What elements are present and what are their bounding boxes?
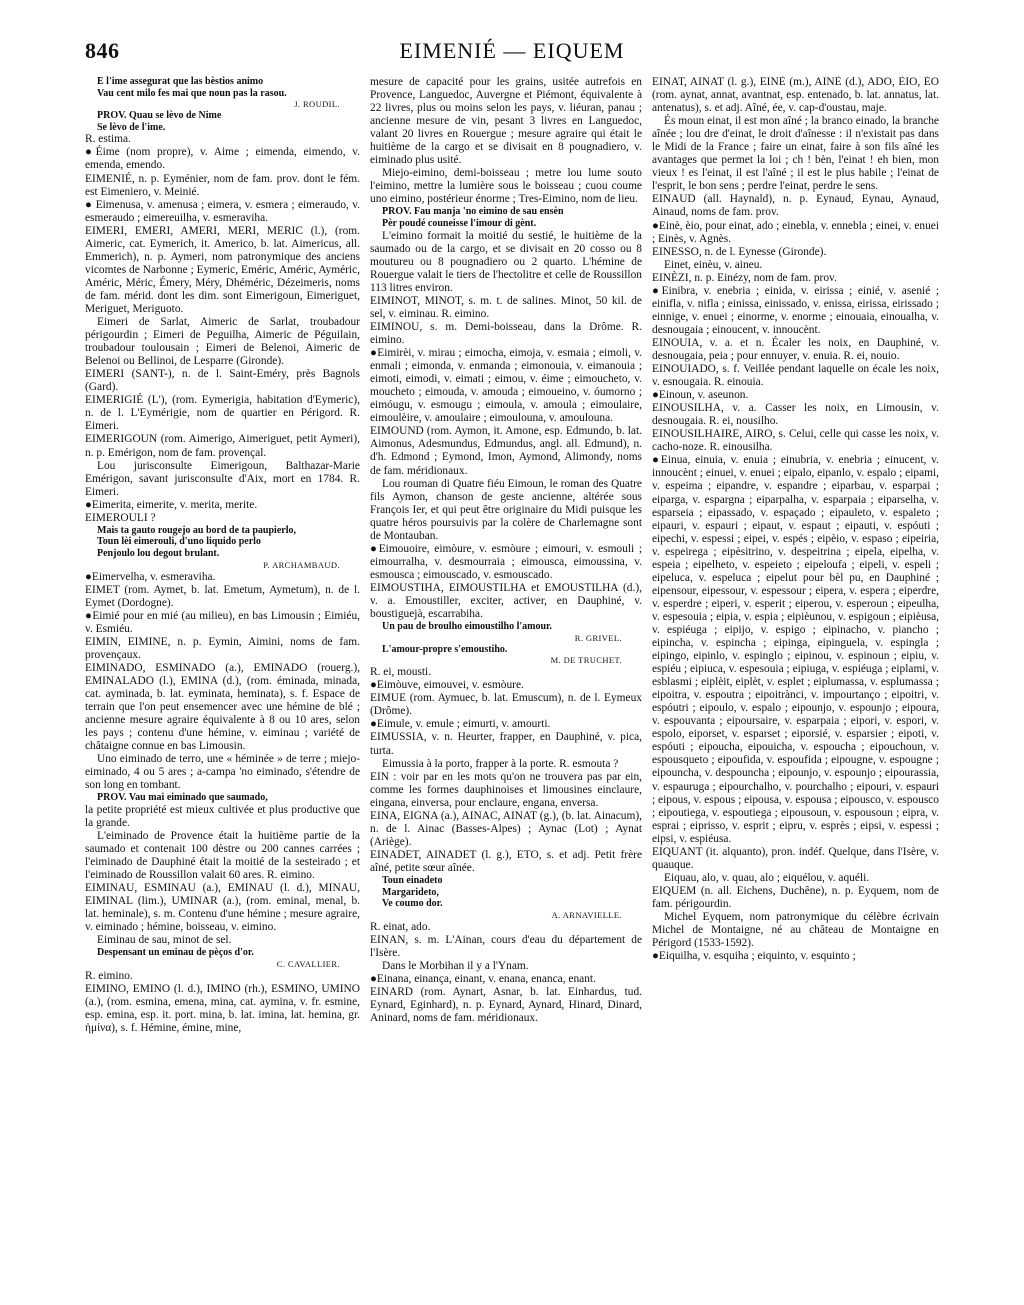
quotation-attribution: P. ARCHAMBAUD. bbox=[263, 559, 340, 570]
dictionary-entry: EIMINO, EMINO (l. d.), IMINO (rh.), ESMINO, UMINO (a.), (rom. esmina, emena, mina, cat. aymina, v. fr. esmine, esp. emina, esp. it. port. mina, b. lat. imina, lat. hemina, gr. ἡμίνα), s. f. Hémine, émine, mine, bbox=[85, 983, 360, 1035]
dictionary-entry: EINARD (rom. Aynart, Asnar, b. lat. Einhardus, tud. Eynard, Eginhard), n. p. Eynard, Aynard, Hinard, Dinard, Aninard, noms de fam. méridionaux. bbox=[370, 986, 642, 1025]
dictionary-entry: Dans le Morbihan il y a l'Ynam. bbox=[382, 959, 529, 972]
dictionary-entry: EIMINOT, MINOT, s. m. t. de salines. Minot, 50 kil. de sel, v. eiminau. R. eimino. bbox=[370, 294, 642, 320]
dictionary-entry: EINOUSILHAIRE, AIRO, s. Celui, celle qui casse les noix, v. cacho-noze. R. einousilha. bbox=[652, 428, 939, 454]
dictionary-entry: Michel Eyquem, nom patronymique du célèbre écrivain Michel de Montaigne, né au château de Montaigne en Périgord (1533-1592). bbox=[652, 911, 939, 950]
page-number: 846 bbox=[85, 38, 120, 63]
quotation-attribution: R. GRIVEL. bbox=[574, 632, 622, 643]
dictionary-entry: EINÈZI, n. p. Einézy, nom de fam. prov. bbox=[652, 271, 837, 284]
dictionary-entry: ●Einè, èio, pour einat, ado ; einebla, v. ennebla ; einei, v. enuei ; Einès, v. Agnès. bbox=[652, 219, 939, 245]
running-head: EIMENIÉ — EIQUEM bbox=[399, 38, 625, 63]
dictionary-entry: Uno eiminado de terro, une « héminée » de terre ; miejo-eiminado, 4 ou 5 ares ; a-campa 'no eiminado, s'étendre de son long en tombant. bbox=[85, 753, 360, 792]
dictionary-entry: R. einat, ado. bbox=[370, 920, 431, 933]
dictionary-entry: ●Eiquilha, v. esquiha ; eiquinto, v. esquinto ; bbox=[652, 950, 856, 963]
quotation-line: Mais ta gauto rougejo au bord de ta paupierlo, bbox=[97, 524, 296, 536]
dictionary-entry: EINOUIADO, s. f. Veillée pendant laquelle on écale les noix, v. esnougaia. R. einouia. bbox=[652, 363, 939, 389]
dictionary-entry: És moun einat, il est mon aîné ; la branco einado, la branche aînée ; lou dre d'einat, le droit d'aînesse : il n'existait pas dans le Midi de la France ; faire un einat, faire à son fils aîné les avantages que permet la loi ; ch ! bèn, l'einat ! eh bien, mon vieux ! es l'einat, il est l'aîné ; il est le plus habile ; l'einat de l'esprit, le bon sens ; perdre l'einat, perdre le sens. bbox=[652, 115, 939, 193]
dictionary-entry: Lou rouman di Quatre fiéu Eimoun, le roman des Quatre fils Aymon, chanson de geste ancienne, altérée sous François Ier, et qui peut être originaire du Midi puisque les quatre héros poursuivis par la colère de Charlemagne sont de Montauban. bbox=[370, 477, 642, 542]
quotation-line: Margarideto, bbox=[382, 886, 439, 898]
dictionary-entry: Lou jurisconsulte Eimerigoun, Balthazar-Marie Emérigon, savant jurisconsulte d'Aix, mort en 1784. R. Eimeri. bbox=[85, 459, 360, 498]
quotation-line: Vau cent milo fes mai que noun pas la rasou. bbox=[97, 87, 287, 99]
quotation-attribution: A. ARNAVIELLE. bbox=[551, 909, 622, 920]
dictionary-entry: ●Eimouoire, eimòure, v. esmòure ; eimouri, v. esmouli ; eimourralha, v. desmourraia ; eimousca, eimoussina, v. esmousca ; eimouscado, v. esmouscado. bbox=[370, 542, 642, 581]
quotation-attribution: C. CAVALLIER. bbox=[276, 959, 340, 970]
dictionary-entry: EINOUSILHA, v. a. Casser les noix, en Limousin, v. desnougaia. R. ei, nousilho. bbox=[652, 402, 939, 428]
quotation-attribution: J. ROUDIL. bbox=[294, 99, 340, 110]
quotation-line: Ve coumo dor. bbox=[382, 898, 443, 910]
dictionary-entry: Eiminau de sau, minot de sel. bbox=[97, 934, 232, 947]
dictionary-entry: ●Eimerita, eimerite, v. merita, merite. bbox=[85, 498, 258, 511]
dictionary-entry: EIMOUSTIHA, EIMOUSTILHA et EMOUSTILHA (d.), v. a. Emoustiller, exciter, activer, en Dauphiné, v. boustiguejà, escarrabiha. bbox=[370, 581, 642, 621]
dictionary-entry: EINAT, AINAT (l. g.), EINÈ (m.), AINÈ (d.), ADO, ÈIO, ÈO (rom. aynat, annat, avantnat, esp. entenado, b. lat. annatus, lat. antenatus), s. et adj. Aîné, ée, v. cap-d'oustau, maje. bbox=[652, 76, 939, 115]
dictionary-entry: EIMERI (SANT-), n. de l. Saint-Eméry, près Bagnols (Gard). bbox=[85, 368, 360, 394]
dictionary-entry: EINAUD (all. Haynald), n. p. Eynaud, Eynau, Aynaud, Ainaud, noms de fam. prov. bbox=[652, 193, 939, 219]
quotation-line: Pèr poudé couneisse l'imour di gènt. bbox=[382, 218, 537, 230]
dictionary-entry: ●Eimié pour en mié (au milieu), en bas Limousin ; Eimiéu, v. Esmiéu. bbox=[85, 609, 360, 635]
dictionary-entry: mesure de capacité pour les grains, usitée autrefois en Provence, Languedoc, Auvergne et Piémont, équivalente à 22 livres, plus ou moins selon les pays, v. liéuran, panau ; ancienne mesure de vin, pesant 3 livres en Languedoc, valant 20 livres en Rouergue ; mesure agraire qui était le huitième de la cargo et se divisait en 8 pougnadiero, v. eiminado plus usité. bbox=[370, 76, 642, 167]
dictionary-entry: Eimussia à la porto, frapper à la porte. R. esmouta ? bbox=[382, 757, 619, 770]
quotation-line: PROV. Fau manja 'no eimino de sau ensèn bbox=[382, 206, 564, 218]
dictionary-entry: EIMIN, EIMINE, n. p. Eymin, Aimini, noms de fam. provençaux. bbox=[85, 635, 360, 661]
dictionary-entry: ●Eimòuve, eimouvei, v. esmòure. bbox=[370, 679, 524, 692]
dictionary-entry: ●Einua, einuia, v. enuia ; einubria, v. enebria ; einucent, v. innoucènt ; einuei, v. enuei ; eipalo, eipanlo, v. espalo ; eipami, v. espeima ; eipandre, v. espandre ; eiparbau, v. esparpai ; eiparga, v. espargna ; eiparpalha, v. esparpaia ; eiparselha, v. esparseia ; eipassado, v. espaçado ; eipauleto, v. espaleto ; eipauri, v. espauri ; eipaut, v. espaut ; eipauti, v. espóuti ; eipechi, v. espessi ; eipei, v. espés ; eipèio, v. espaso ; eipeiria, v. espeirega ; eipèsitrino, v. despeitrina ; eipela, eipelha, v. espeia ; eipelheto, v. espeieto ; eipeloufa ; eipeli, v. espeli ; eipeluca, v. espeluca ; eipelut pour bèl pu, en Dauphiné ; eipensour, eipessour, v. espessour ; eipera, v. espera ; eiperdre, v. esperdre ; eiperi, v. esperit ; eiperou, v. esperoun ; eipeulha, v. espesouia ; eipia, v. espia ; eipièunou, v. espigoun ; eipièusa, v. espiéuga ; eipijo, v. espigo ; eipinacho, v. piancho ; eipincha, v. espincha ; eipinga, eipinguela, v. espingla ; eipingo, eipinlo, v. espinglo ; eipinou, v. espinoun ; eipiu, v. espiéu ; eipiuca, v. espesouia ; eipiuga, v. espiéuga ; eiplami, v. esblasmi ; eiplèit, eiplèt, v. esplet ; eiplumassa, v. esplumassa ; eipoitra, v. espoutra ; eipoitrànci, v. impourtanço ; eipoitri, v. espóutri ; eipoulo, v. espalo ; eipounjo, v. espounjo ; eipoura, v. espouvanta ; eipoursaire, v. esparpaia ; eipori, v. espori, v. espolo, eiporset, v. esparset ; eiporsié, v. esparsier ; eipoti, v. espóuti ; eipoucha, eipouicha, v. espoucha ; eipouchoun, v. espousqueto ; eipoufida, v. espoufida ; eipougne, v. espougne ; eipouncha, v. despouncha ; eipounjo, v. espounjo ; eipourassia, v. espauruga ; eipourchalho, v. pourchalho ; eipouri, v. espauri ; eipous, v. espous ; eipousa, v. espousa ; eipousco, v. espousco ; eipoutiega, v. espoutiega ; eipousoun, v. espousoun ; eipra, v. esprai ; eiprisso, v. esprit ; eipru, v. esprès ; eipsi, v. espessi ; eipsi, v. espiéusa. bbox=[652, 454, 939, 845]
dictionary-entry: la petite propriété est mieux cultivée et plus productive que la grande. bbox=[85, 803, 360, 829]
dictionary-entry: ●Éime (nom propre), v. Aime ; eimenda, eimendo, v. emenda, emendo. bbox=[85, 146, 360, 172]
dictionary-entry: ●Einoun, v. aseunon. bbox=[652, 389, 749, 402]
dictionary-entry: EIMENIÉ, n. p. Eyménier, nom de fam. prov. dont le fém. est Eimeniero, v. Meinié. bbox=[85, 172, 360, 198]
dictionary-entry: EINOUIA, v. a. et n. Écaler les noix, en Dauphiné, v. desnougaia, peia ; pour ennuyer, v. enuia. R. ei, nouio. bbox=[652, 336, 939, 362]
quotation-line: Se lèvo de l'ime. bbox=[97, 121, 166, 133]
dictionary-entry: EIQUANT (it. alquanto), pron. indéf. Quelque, dans l'Isère, v. quauque. bbox=[652, 845, 939, 871]
dictionary-entry: L'eimino formait la moitié du sestié, le huitième de la saumado ou de la cargo, et se divisait en 20 cosso ou 8 moutureu ou 8 pougnadiero ou 2 quarto. L'hémine de Rouergue valait le tiers de l'hectolitre et celle de Roussillon 113 litres environ. bbox=[370, 229, 642, 294]
dictionary-entry: EIMEROULI ? bbox=[85, 511, 156, 524]
dictionary-entry: EIN : voir par en les mots qu'on ne trouvera pas par ein, comme les formes dauphinoises et limousines einclaure, eingana, einversa, pour enclaure, engana, enversa. bbox=[370, 770, 642, 809]
column-1 bbox=[85, 76, 360, 1298]
dictionary-entry: ●Eimule, v. emule ; eimurti, v. amourti. bbox=[370, 718, 551, 731]
dictionary-entry: L'eiminado de Provence était la huitième partie de la saumado et contenait 100 dèstre ou 200 cannes carrées ; l'eiminado de Dauphiné était la moitié de la sesteirado ; et l'eiminado de Roussillon valait 60 ares. R. eimino. bbox=[85, 830, 360, 882]
dictionary-entry: EIMERIGOUN (rom. Aimerigo, Aimeriguet, petit Aymeri), n. p. Emérigon, nom de fam. provençal. bbox=[85, 433, 360, 459]
dictionary-entry: R. eimino. bbox=[85, 970, 133, 983]
dictionary-entry: Einet, einèu, v. aineu. bbox=[664, 258, 763, 271]
dictionary-entry: EIMERI, EMERI, AMERI, MERI, MERIC (l.), (rom. Aimeric, cat. Eymerich, it. Americo, b. lat. Aimericus, all. Emmerich), n. p. Aymeri, nom patronymique des anciens vicomtes de Narbonne ; Eymeric, Eméric, Améric, Ayméric, Améric, Méric, Émery, Méry, Dhéméric, Dézeimeris, noms de fam. mérid. dont les dim. sont Eimerigoun, Eimeriguet, Meriguet, Meriguoto. bbox=[85, 224, 360, 315]
dictionary-entry: EIMINOU, s. m. Demi-boisseau, dans la Drôme. R. eimino. bbox=[370, 320, 642, 347]
column-3 bbox=[652, 76, 939, 1298]
quotation-line: L'amour-propre s'emoustiho. bbox=[382, 643, 508, 655]
dictionary-entry: ●Eimirèi, v. mirau ; eimocha, eimoja, v. esmaia ; eimoli, v. enmali ; eimonda, v. enmanda ; eimonouia, v. eimanouia ; eimoti, eimodi, v. eimati ; eimou, v. éime ; eimoucheto, v. moucheto ; eimouda, v. amouda ; eimoueino, v. óumorno ; eimóugu, v. esmougu ; eimoula, v. amoula ; eimoulaire, eimoulèire, v. amoulaire ; eimoulouna, v. amoulouna. bbox=[370, 347, 642, 425]
quotation-line: PROV. Vau mai eiminado que saumado, bbox=[97, 792, 268, 804]
quotation-attribution: M. DE TRUCHET. bbox=[550, 655, 622, 666]
dictionary-entry: EIMERIGIÉ (L'), (rom. Eymerigia, habitation d'Eymeric), n. de l. L'Eymérigie, nom de quartier en Périgord. R. Eimeri. bbox=[85, 394, 360, 433]
quotation-line: Un pau de broulho eimoustilho l'amour. bbox=[382, 621, 553, 633]
dictionary-entry: R. ei, mousti. bbox=[370, 666, 432, 679]
dictionary-entry: EIMUSSIA, v. n. Heurter, frapper, en Dauphiné, v. pica, turta. bbox=[370, 731, 642, 757]
dictionary-entry: Eiquau, alo, v. quau, alo ; eiquélou, v. aquéli. bbox=[664, 871, 870, 884]
dictionary-entry: ●Einana, einança, einant, v. enana, enanca, enant. bbox=[370, 972, 596, 985]
dictionary-entry: R. estima. bbox=[85, 133, 131, 146]
dictionary-entry: ● Eimenusa, v. amenusa ; eimera, v. esmera ; eimeraudo, v. esmeraudo ; eimereuilha, v. esmeraviha. bbox=[85, 198, 360, 224]
dictionary-entry: EINAN, s. m. L'Ainan, cours d'eau du département de l'Isère. bbox=[370, 933, 642, 959]
quotation-line: Toun einadeto bbox=[382, 875, 443, 886]
quotation-line: Toun lèi eimerouli, d'uno liquido perlo bbox=[97, 536, 261, 548]
dictionary-entry: Miejo-eimino, demi-boisseau ; metre lou lume souto l'eimino, mettre la lumière sous le boisseau ; cuou coume uno eimino, postérieur énorme ; Tres-Eimino, nom de lieu. bbox=[370, 167, 642, 206]
quotation-line: E l'ime assegurat que las bèstios animo bbox=[97, 76, 264, 87]
dictionary-entry: EIQUEM (n. all. Eichens, Duchêne), n. p. Eyquem, nom de fam. périgourdin. bbox=[652, 884, 939, 910]
dictionary-entry: EINA, EIGNA (a.), AINAC, AINAT (g.), (b. lat. Ainacum), n. de l. Ainac (Basses-Alpes) ; Aynac (Lot) ; Aynat (Ariège). bbox=[370, 809, 642, 848]
column-2 bbox=[370, 76, 642, 1298]
dictionary-entry: Eimeri de Sarlat, Aimeric de Sarlat, troubadour périgourdin ; Eimeri de Peguilha, Aimeric de Péguilain, troubadour toulousain ; Eimeri de Belenoi, Aimeric de Belenoi ou Bellinoi, de Lesparre (Gironde). bbox=[85, 316, 360, 368]
dictionary-entry: EINADET, AINADET (l. g.), ETO, s. et adj. Petit frère aîné, petite sœur aînée. bbox=[370, 848, 642, 874]
dictionary-entry: EIMOUND (rom. Aymon, it. Amone, esp. Edmundo, b. lat. Aimonus, Adesmundus, Edmundus, angl. all. Edmund), n. d'h. Edmond ; Eymond, Imon, Aymond, Alimondy, noms de fam. méridionaux. bbox=[370, 425, 642, 477]
dictionary-entry: EIMINADO, ESMINADO (a.), EMINADO (rouerg.), EMINALADO (l.), EMINA (d.), (rom. éminada, minada, cat. ayminada, b. lat. eyminata, heminata), s. f. Espace de terrain que l'on peut ensemencer avec une hémine de blé ; ancienne mesure agraire équivalente à 8 ou 10 ares, selon les pays ; contenu d'une hémine, v. eiminau ; variété de châtaigne connue en bas Limousin. bbox=[85, 661, 360, 753]
quotation-line: Penjoulo lou degout brulant. bbox=[97, 547, 220, 559]
dictionary-entry: EIMINAU, ESMINAU (a.), EMINAU (l. d.), MINAU, EIMINAL (lim.), UMINAR (a.), (rom. eminal, menal, b. lat. heminale), s. m. Contenu d'une hémine ; mesure agraire, v. eiminado ; hémine, boisseau, v. eimino. bbox=[85, 882, 360, 934]
dictionary-entry: EINESSO, n. de l. Eynesse (Gironde). bbox=[652, 245, 827, 258]
quotation-line: PROV. Quau se lèvo de Nime bbox=[97, 110, 222, 122]
dictionary-entry: ●Eimervelha, v. esmeraviha. bbox=[85, 570, 216, 583]
dictionary-entry: ●Einibra, v. enebria ; einida, v. eirissa ; einié, v. asenié ; einifla, v. nifla ; einissa, einissado, v. enissa, eirissa, eirissado ; einnige, v. enuei ; einorme, v. enorme ; einouaia, einoualha, v. desnougaia ; einoucent, v. innoucènt. bbox=[652, 284, 939, 336]
dictionary-entry: EIMUE (rom. Aymuec, b. lat. Emuscum), n. de l. Eymeux (Drôme). bbox=[370, 692, 642, 718]
dictionary-entry: EIMET (rom. Aymet, b. lat. Emetum, Aymetum), n. de l. Eymet (Dordogne). bbox=[85, 583, 360, 609]
quotation-line: Despensant un eminau de pèços d'or. bbox=[97, 947, 254, 959]
